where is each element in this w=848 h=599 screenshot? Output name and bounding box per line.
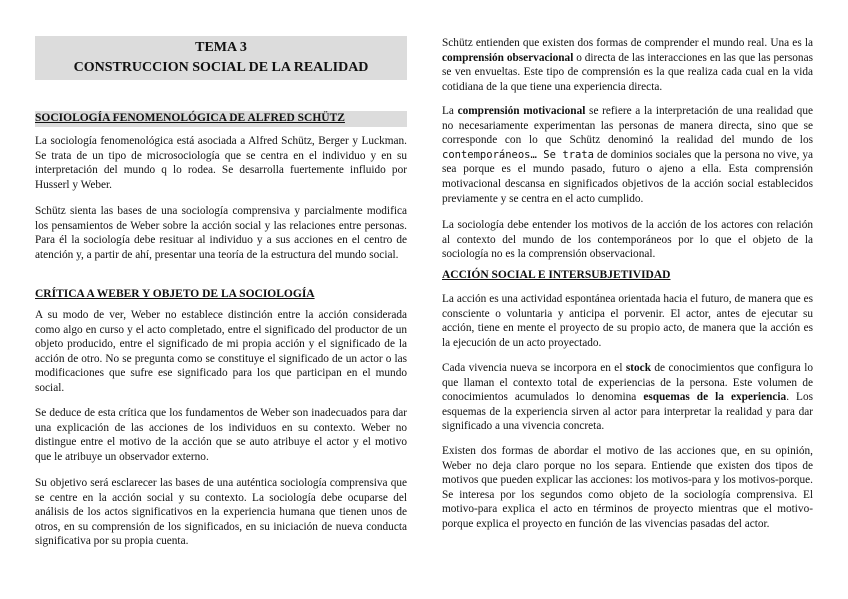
paragraph: Existen dos formas de abordar el motivo de las acciones que, en su opinión, Weber no deja claro porque no los separa. Entiende que existen dos tipos de motivos que pueden explicar las acciones: los motivos-para y los motivos-porque. Se interesa por los segundos como objeto de la sociología comprensiva. El motivo-para explica el acto en términos de proyecto mientras que el motivo-porque explica el proyecto en función de las vivencias pasadas del actor. (442, 445, 813, 530)
title-line-2: CONSTRUCCION SOCIAL DE LA REALIDAD (73, 60, 369, 75)
title-box (35, 36, 407, 80)
text-run: Schütz entienden que existen dos formas de comprender el mundo real. Una es la (442, 37, 813, 49)
monospace-run: contemporáneos… Se trata (442, 148, 594, 161)
paragraph: La sociología fenomenológica está asociada a Alfred Schütz, Berger y Luckman. Se trata de un tipo de microsociología que se centra en el individuo y en su interpretación del mundo q lo rodea. Se desarrolla fuertemente influido por Husserl y Weber. (35, 135, 407, 191)
section-heading-critica-weber: CRÍTICA A WEBER Y OBJETO DE LA SOCIOLOGÍA (35, 288, 315, 300)
bold-term: comprensión motivacional (457, 105, 586, 117)
section-heading-fenomenologica: SOCIOLOGÍA FENOMENOLÓGICA DE ALFRED SCHÜTZ (35, 112, 345, 124)
paragraph: Schütz sienta las bases de una sociología comprensiva y parcialmente modifica los pensamientos de Weber sobre la acción social y las relaciones entre personas. Para él la sociología debe resituar al individuo y a sus acciones en el centro de atención y, a partir de ahí, presentar una teoría de la estructura del mundo social. (35, 205, 407, 261)
text-run: Cada vivencia nueva se incorpora en el (442, 362, 626, 374)
paragraph: Su objetivo será esclarecer las bases de una auténtica sociología comprensiva que se centre en la acción social y su contexto. La sociología debe ocuparse del análisis de los actos significativos en la experiencia humana que tienen unos de otros, en su comprensión de los significados, en su iniciación de nueva conducta significativa por su propia cuenta. (35, 477, 407, 548)
bold-term: stock (625, 362, 651, 374)
text-run: La (442, 105, 458, 117)
text-run: se refiere a la interpretación de una realidad que no necesariamente experimentan las personas de manera directa, sino que se corresponde con lo que Schütz denominó la realidad del mundo de los (442, 105, 813, 147)
paragraph (442, 104, 813, 206)
bold-term: comprensión observacional (442, 51, 574, 64)
paragraph: Se deduce de esta crítica que los fundamentos de Weber son inadecuados para dar una explicación de las acciones de los individuos en su contexto. Weber no distingue entre el motivo de la acción que se auto atribuye el actor y el motivo que le atribuye un observador externo. (35, 407, 407, 463)
paragraph (442, 361, 813, 434)
paragraph: La acción es una actividad espontánea orientada hacia el futuro, de manera que es consciente o voluntaria y anticipa el porvenir. El actor, antes de ejecutar su acción, tiene en mente el proyecto de su propio acto, de manera que la acción es la ejecución de un acto proyectado. (442, 293, 813, 349)
title-line-1: TEMA 3 (195, 40, 247, 55)
paragraph (442, 36, 813, 94)
bold-term: esquemas de la experiencia (643, 391, 787, 404)
text-run: de conocimientos que configura lo que llaman el contexto total de experiencias de la persona. Este volumen de conocimientos acumulados lo denomina (442, 362, 813, 404)
text-run: . Los esquemas de la experiencia sirven al actor para interpretar la realidad y para dar significado a una vivencia concreta. (442, 391, 813, 433)
section-heading-accion-social: ACCIÓN SOCIAL E INTERSUBJETIVIDAD (442, 269, 671, 281)
paragraph: La sociología debe entender los motivos de la acción de los actores con relación al contexto del mundo de los contemporáneos por lo que el objeto de la sociología no es la comprensión observacional. (442, 219, 813, 261)
text-run: de dominios sociales que la persona no vive, ya sea porque es el mundo pasado, futuro o ajeno a ella. Esta comprensión motivacional descansa en significados objetivos de la acción social establecidos previamente y se centra en el acto cumplido. (442, 148, 813, 205)
text-run: o directa de las interacciones en las que las personas se ven envueltas. Este tipo de comprensión es la que realiza cada cual en la vida cotidiana de la que tiene una experiencia directa. (442, 51, 813, 93)
paragraph: A su modo de ver, Weber no establece distinción entre la acción considerada como algo en curso y el acto completado, entre el significado del productor de un objeto producido, entre el significado de mi propia acción y el significado de la acción de otro. No se pregunta como se constituye el significado de un actor o las modificaciones que sufre ese significado para los que participan en el mundo social. (35, 309, 407, 394)
